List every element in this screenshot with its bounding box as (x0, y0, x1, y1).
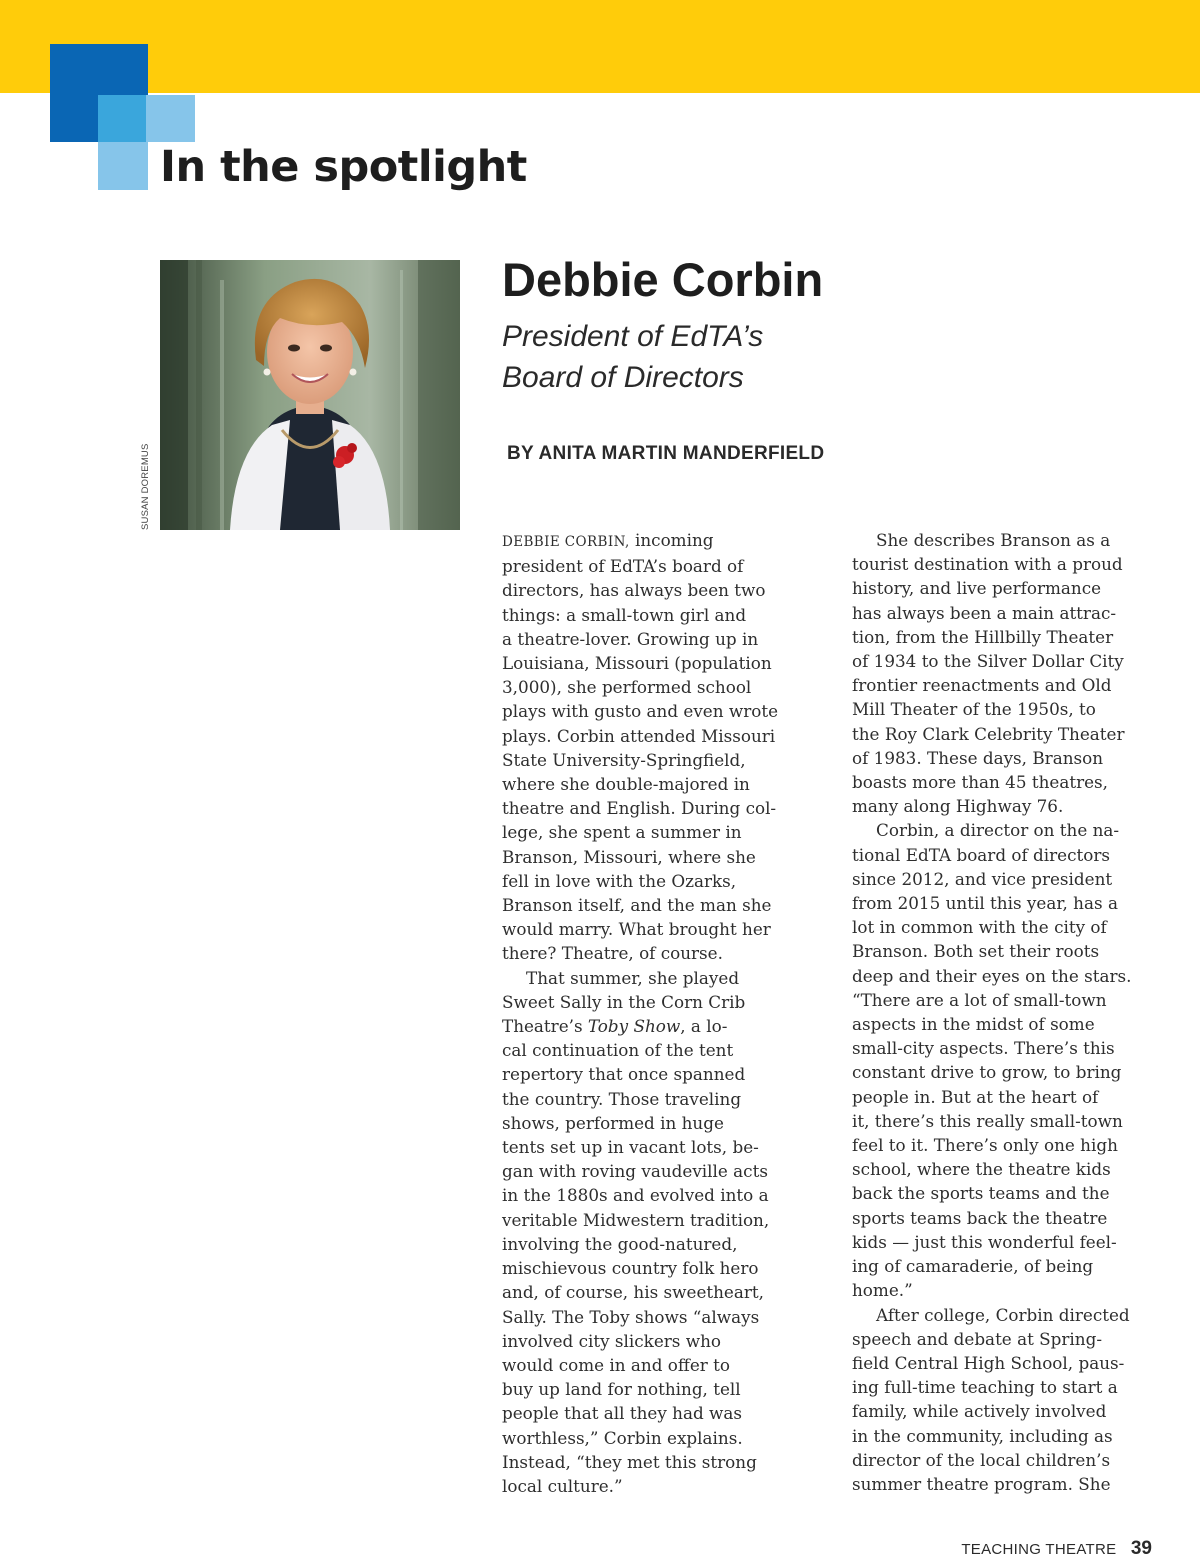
text-line: Mill Theater of the 1950s, to (852, 699, 1096, 720)
text-line: home.” (852, 1280, 913, 1301)
text-line: of 1983. These days, Branson (852, 747, 1104, 768)
text-line: has always been a main attrac- (852, 602, 1117, 623)
publication-name: TEACHING THEATRE (961, 1541, 1117, 1558)
text-line: school, where the theatre kids (852, 1159, 1111, 1180)
text-segment: Theatre’s (502, 1016, 588, 1037)
role-line: Board of Directors (502, 361, 744, 394)
text-line: constant drive to grow, to bring (852, 1062, 1122, 1083)
text-line: gan with roving vaudeville acts (502, 1161, 768, 1182)
text-line: tourist destination with a proud (852, 554, 1123, 575)
text-line: a theatre-lover. Growing up in (502, 628, 759, 649)
text-line: things: a small-town girl and (502, 604, 747, 625)
text-line: people in. But at the heart of (852, 1086, 1099, 1107)
portrait-photo (160, 260, 460, 530)
text-line: people that all they had was (502, 1403, 743, 1424)
text-line: the Roy Clark Celebrity Theater (852, 723, 1125, 744)
text-line: fell in love with the Ozarks, (502, 870, 737, 891)
text-line: involving the good-natured, (502, 1233, 738, 1254)
text-line: Sweet Sally in the Corn Crib (502, 991, 746, 1012)
byline: BY ANITA MARTIN MANDERFIELD (507, 443, 825, 464)
text-line: veritable Midwestern tradition, (502, 1209, 770, 1230)
decorative-square-light-blue (146, 95, 195, 142)
text-line: sports teams back the theatre (852, 1207, 1108, 1228)
text-line: kids — just this wonderful feel- (852, 1231, 1117, 1252)
text-line: plays with gusto and even wrote (502, 701, 779, 722)
text-line: cal continuation of the tent (502, 1040, 734, 1061)
text-line (502, 1014, 812, 1038)
text-line: history, and live performance (852, 578, 1102, 599)
article-column-2 (852, 528, 1162, 1496)
text-line: back the sports teams and the (852, 1183, 1110, 1204)
text-line: would come in and offer to (502, 1354, 730, 1375)
text-line: repertory that once spanned (502, 1064, 746, 1085)
text-line: directors, has always been two (502, 580, 766, 601)
text-line: from 2015 until this year, has a (852, 893, 1118, 914)
article-name: Debbie Corbin (502, 253, 824, 306)
decorative-square-light-blue-lower (98, 142, 148, 190)
text-line: Louisiana, Missouri (population (502, 653, 772, 674)
text-line: ing full-time teaching to start a (852, 1377, 1118, 1398)
text-line: it, there’s this really small-town (852, 1110, 1123, 1131)
text-line: speech and debate at Spring- (852, 1328, 1103, 1349)
article-column-1 (502, 528, 812, 1498)
text-line: She describes Branson as a (876, 530, 1111, 550)
portrait-image (160, 260, 460, 530)
text-line: there? Theatre, of course. (502, 943, 723, 964)
text-line: lot in common with the city of (852, 917, 1107, 938)
text-line: Branson itself, and the man she (502, 895, 772, 916)
text-line: Branson, Missouri, where she (502, 846, 756, 867)
text-line: boasts more than 45 theatres, (852, 772, 1108, 793)
text-line: State University-Springfield, (502, 749, 746, 770)
text-segment: , a lo- (680, 1016, 728, 1037)
decorative-square-mid-blue (98, 95, 148, 142)
text-line: Branson. Both set their roots (852, 941, 1100, 962)
text-line: field Central High School, paus- (852, 1352, 1125, 1373)
text-line: “There are a lot of small-town (852, 989, 1107, 1010)
text-line: director of the local children’s (852, 1449, 1111, 1470)
text-line: in the 1880s and evolved into a (502, 1185, 769, 1206)
text-line: since 2012, and vice president (852, 868, 1113, 889)
text-line: involved city slickers who (502, 1330, 722, 1351)
text-line: 3,000), she performed school (502, 677, 752, 698)
photo-credit: SUSAN DOREMUS (140, 443, 151, 530)
text-line: That summer, she played (526, 967, 740, 988)
text-line: of 1934 to the Silver Dollar City (852, 651, 1124, 672)
page-number: 39 (1130, 1538, 1152, 1559)
text-line: small-city aspects. There’s this (852, 1038, 1115, 1059)
text-line: and, of course, his sweetheart, (502, 1282, 764, 1303)
text-line: summer theatre program. She (852, 1473, 1111, 1494)
text-line: would marry. What brought her (502, 919, 771, 940)
text-line: where she double-majored in (502, 774, 750, 795)
text-line: feel to it. There’s only one high (852, 1135, 1118, 1156)
text-line: many along Highway 76. (852, 796, 1064, 817)
text-line: family, while actively involved (852, 1401, 1107, 1422)
text-line: in the community, including as (852, 1425, 1113, 1446)
text-line: buy up land for nothing, tell (502, 1379, 741, 1400)
text-line: tional EdTA board of directors (852, 844, 1110, 865)
lead-smallcaps: DEBBIE CORBIN, (502, 534, 630, 550)
text-line: ing of camaraderie, of being (852, 1256, 1094, 1277)
text-line: tents set up in vacant lots, be- (502, 1137, 759, 1158)
text-line: the country. Those traveling (502, 1088, 742, 1109)
text-line: tion, from the Hillbilly Theater (852, 626, 1114, 647)
text-segment: incoming (629, 530, 714, 550)
header-color-band (0, 0, 1200, 93)
text-line: Instead, “they met this strong (502, 1451, 757, 1472)
text-line: plays. Corbin attended Missouri (502, 725, 776, 746)
section-title: In the spotlight (160, 142, 527, 192)
text-line: shows, performed in huge (502, 1112, 724, 1133)
italic-title: Toby Show (587, 1016, 681, 1037)
page-footer (961, 1538, 1152, 1560)
text-line: mischievous country folk hero (502, 1258, 759, 1279)
text-line: deep and their eyes on the stars. (852, 965, 1132, 986)
text-line: aspects in the midst of some (852, 1014, 1095, 1035)
text-line: worthless,” Corbin explains. (502, 1427, 743, 1448)
article-role (502, 316, 922, 398)
text-line: president of EdTA’s board of (502, 556, 744, 577)
text-line: lege, she spent a summer in (502, 822, 742, 843)
text-line: theatre and English. During col- (502, 798, 777, 819)
text-line: Sally. The Toby shows “always (502, 1306, 760, 1327)
text-line: After college, Corbin directed (876, 1304, 1130, 1325)
text-line: local culture.” (502, 1475, 623, 1496)
text-line: Corbin, a director on the na- (876, 820, 1120, 841)
role-line: President of EdTA’s (502, 320, 764, 353)
text-line: frontier reenactments and Old (852, 675, 1112, 696)
text-line (502, 528, 812, 554)
